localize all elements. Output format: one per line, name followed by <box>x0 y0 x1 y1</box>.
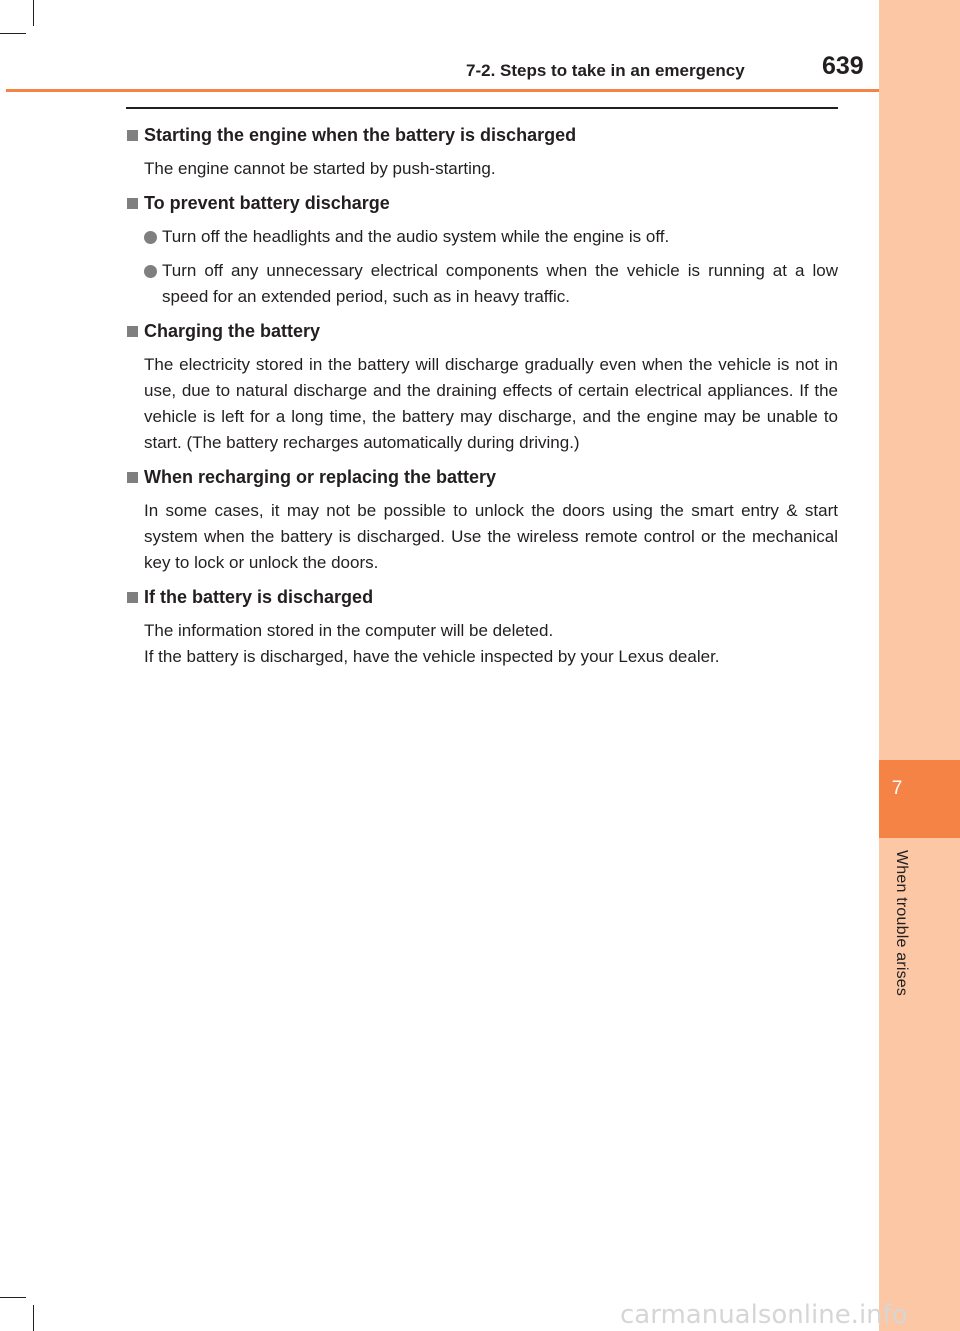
section-heading <box>126 190 838 216</box>
section-paragraph <box>144 618 838 670</box>
watermark: carmanualsonline.info <box>620 1300 908 1330</box>
square-bullet-icon <box>127 472 138 483</box>
square-bullet-icon <box>127 326 138 337</box>
section-heading-text: When recharging or replacing the battery <box>144 467 497 487</box>
section-heading-text: Starting the engine when the battery is discharged <box>144 125 577 145</box>
section-paragraph: The electricity stored in the battery will discharge gradually even when the vehicle is not in use, due to natural discharge and the draining effects of certain electrical appliances. If the vehicle is left for a long time, the battery may discharge, and the engine may be unable to start. (The battery recharges automatically during driving.) <box>144 355 838 452</box>
round-bullet-icon <box>144 231 157 244</box>
crop-mark <box>33 0 34 26</box>
page-content <box>126 122 838 670</box>
crop-mark <box>0 33 26 34</box>
section-heading <box>126 584 838 610</box>
crop-mark <box>0 1297 26 1298</box>
content-rule <box>126 107 838 109</box>
section-heading <box>126 318 838 344</box>
round-bullet-icon <box>144 265 157 278</box>
section-paragraph: The engine cannot be started by push-starting. <box>144 159 496 178</box>
section-heading <box>126 122 838 148</box>
section-heading-text: Charging the battery <box>144 321 321 341</box>
chapter-number: 7 <box>891 778 903 799</box>
header-rule <box>6 89 879 92</box>
bullet-item <box>144 224 838 250</box>
section-title: 7-2. Steps to take in an emergency <box>466 61 745 80</box>
section-heading <box>126 464 838 490</box>
page-number: 639 <box>822 52 864 80</box>
square-bullet-icon <box>127 592 138 603</box>
chapter-label: When trouble arises <box>893 850 910 997</box>
paragraph-line: If the battery is discharged, have the vehicle inspected by your Lexus dealer. <box>144 647 720 666</box>
section-paragraph: In some cases, it may not be possible to unlock the doors using the smart entry & start system when the battery is discharged. Use the wireless remote control or the mechanical key to lock or unlock the doors. <box>144 501 838 572</box>
section-heading-text: If the battery is discharged <box>144 587 374 607</box>
square-bullet-icon <box>127 198 138 209</box>
section-heading-text: To prevent battery discharge <box>144 193 390 213</box>
bullet-text: Turn off the headlights and the audio system while the engine is off. <box>162 227 670 246</box>
bullet-text: Turn off any unnecessary electrical components when the vehicle is running at a low speed for an extended period, such as in heavy traffic. <box>162 261 838 306</box>
crop-mark <box>33 1305 34 1331</box>
square-bullet-icon <box>127 130 138 141</box>
paragraph-line: The information stored in the computer will be deleted. <box>144 621 554 640</box>
chapter-side-strip <box>879 0 960 1331</box>
bullet-item <box>144 258 838 310</box>
